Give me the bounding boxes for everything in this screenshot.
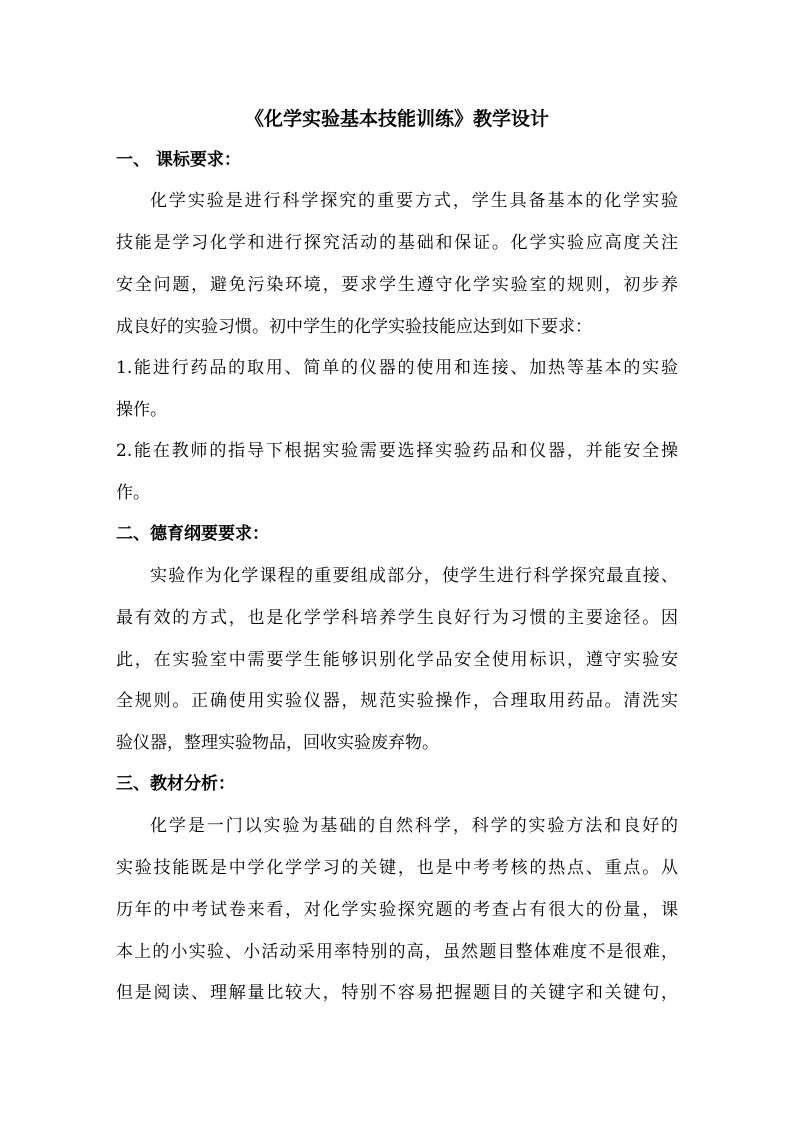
list-item-line: 操作。 xyxy=(116,400,167,420)
section-heading-curriculum: 一、 课标要求： xyxy=(116,150,241,170)
paragraph-line: 最有效的方式，也是化学学科培养学生良好行为习惯的主要途径。因 xyxy=(116,608,678,628)
section-heading-moral-education: 二、德育纲要要求： xyxy=(116,524,269,544)
paragraph-line: 成良好的实验习惯。初中学生的化学实验技能应达到如下要求： xyxy=(116,317,592,337)
list-item-line: 1.能进行药品的取用、简单的仪器的使用和连接、加热等基本的实验 xyxy=(116,358,678,378)
paragraph-line: 本上的小实验、小活动采用率特别的高，虽然题目整体难度不是很难， xyxy=(116,942,678,962)
paragraph-line: 技能是学习化学和进行探究活动的基础和保证。化学实验应高度关注 xyxy=(116,233,678,253)
paragraph-line: 化学实验是进行科学探究的重要方式，学生具备基本的化学实验 xyxy=(150,191,678,211)
paragraph-line: 实验技能既是中学化学学习的关键，也是中考考核的热点、重点。从 xyxy=(116,858,678,878)
paragraph-line: 实验作为化学课程的重要组成部分，使学生进行科学探究最直接、 xyxy=(150,566,678,586)
paragraph-line: 此，在实验室中需要学生能够识别化学品安全使用标识，遵守实验安 xyxy=(116,650,678,670)
paragraph-line: 历年的中考试卷来看，对化学实验探究题的考查占有很大的份量，课 xyxy=(116,900,678,920)
paragraph-line: 验仪器，整理实验物品，回收实验废弃物。 xyxy=(116,733,439,753)
document-title: 《化学实验基本技能训练》教学设计 xyxy=(244,108,549,130)
paragraph-line: 化学是一门以实验为基础的自然科学，科学的实验方法和良好的 xyxy=(150,816,678,836)
paragraph-line: 全规则。正确使用实验仪器，规范实验操作，合理取用药品。清洗实 xyxy=(116,691,678,711)
list-item-line: 2.能在教师的指导下根据实验需要选择实验药品和仪器，并能安全操 xyxy=(116,441,678,461)
list-item-line: 作。 xyxy=(116,483,150,503)
paragraph-line: 安全问题，避免污染环境，要求学生遵守化学实验室的规则，初步养 xyxy=(116,275,678,295)
section-heading-textbook-analysis: 三、教材分析： xyxy=(116,774,235,794)
paragraph-line: 但是阅读、理解量比较大，特别不容易把握题目的关键字和关键句， xyxy=(116,983,678,1003)
